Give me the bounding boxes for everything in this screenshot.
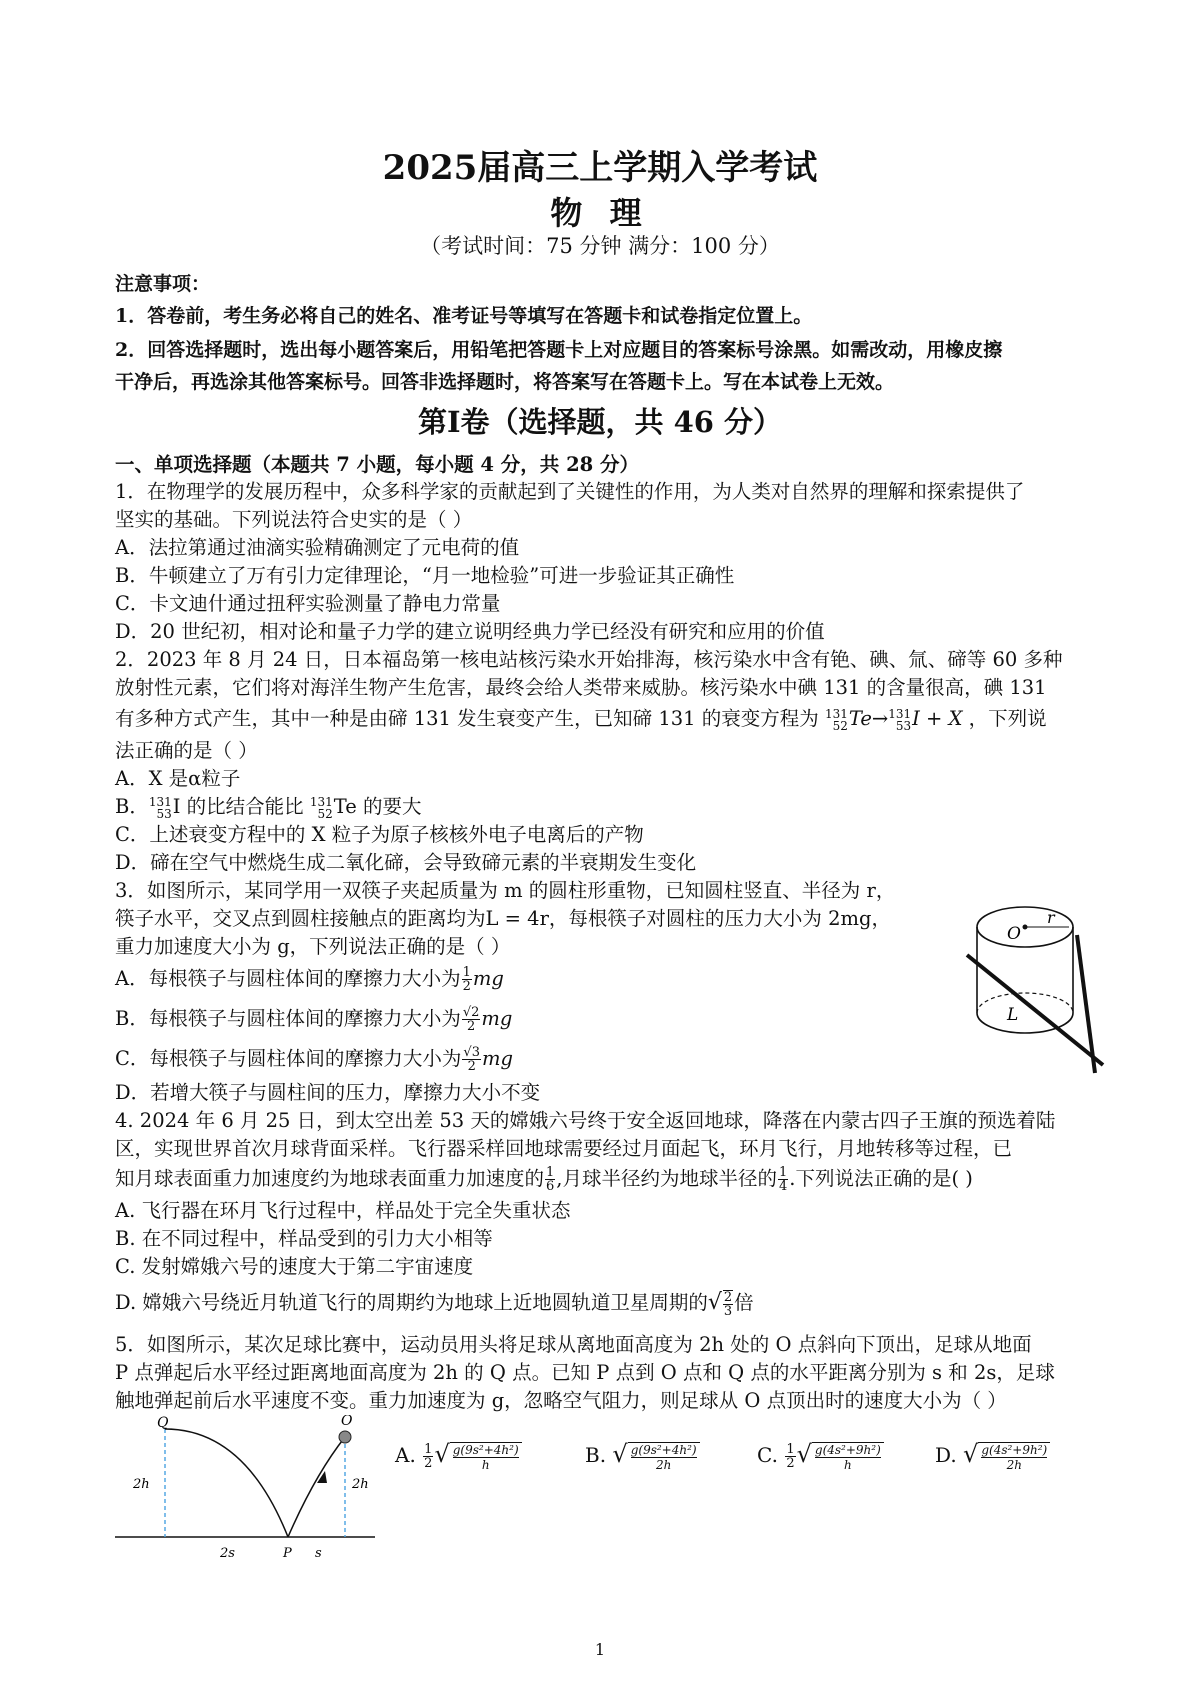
volume-title: 第Ⅰ卷（选择题，共 46 分） — [417, 405, 783, 439]
q4-option-b: B. 在不同过程中，样品受到的引力大小相等 — [115, 1227, 493, 1250]
q4-option-c: C. 发射嫦娥六号的速度大于第二宇宙速度 — [115, 1255, 474, 1278]
q1-stem-b: 坚实的基础。下列说法符合史实的是（ ） — [115, 508, 473, 531]
sqrt-sign: √ — [612, 1440, 628, 1468]
fig-label-o: O — [341, 1415, 353, 1429]
q4-c-text3: .下列说法正确的是( ) — [789, 1167, 973, 1190]
q5-a-label: A. — [395, 1443, 416, 1467]
i-plus-x: I + X — [912, 707, 963, 730]
q2-option-c: C．上述衰变方程中的 X 粒子为原子核核外电子电离后的产物 — [115, 823, 644, 846]
q3-a-mg: mg — [472, 967, 504, 990]
q2-b-mid: I 的比结合能比 — [172, 795, 304, 818]
q2-stem-d: 法正确的是（ ） — [115, 739, 258, 762]
fig-label-2s: 2s — [220, 1546, 235, 1561]
q3-b-num: √2 — [462, 1005, 480, 1020]
b-te-charge: 52 — [317, 806, 333, 821]
q5-b-den: 2h — [655, 1457, 672, 1472]
q3-option-d: D．若增大筷子与圆柱间的压力，摩擦力大小不变 — [115, 1081, 541, 1104]
q4-stem-c — [115, 1164, 1100, 1193]
b-i-mass: 131 — [148, 794, 172, 809]
q5-option-a — [395, 1440, 522, 1472]
fig-label-2h-right: 2h — [352, 1477, 369, 1492]
fig-label-o: O — [1007, 924, 1021, 944]
q4-option-a: A. 飞行器在环月飞行过程中，样品处于完全失重状态 — [115, 1199, 571, 1222]
b-te-mass: 131 — [309, 794, 333, 809]
q3-b-frac — [462, 1006, 481, 1033]
q1-option-b: B．牛顿建立了万有引力定律理论，“月一地检验”可进一步验证其正确性 — [115, 564, 735, 587]
q3-c-text: C．每根筷子与圆柱体间的摩擦力大小为 — [115, 1047, 462, 1070]
q5-c-num: g(4s²+9h²) — [814, 1442, 881, 1457]
b-i-charge: 53 — [156, 806, 172, 821]
q2-option-d: D．碲在空气中燃烧生成二氧化碲，会导致碲元素的半衰期发生变化 — [115, 851, 697, 874]
q4-d-frac — [723, 1290, 733, 1318]
q3-stem-a: 3．如图所示，某同学用一双筷子夹起质量为 m 的圆柱形重物，已知圆柱竖直、半径为 r， — [115, 879, 896, 902]
q1-option-a: A．法拉第通过油滴实验精确测定了元电荷的值 — [115, 536, 520, 559]
q2-stem-c-end: ，下列说 — [968, 707, 1047, 730]
fig-label-p: P — [283, 1546, 292, 1561]
fig-label-s: s — [315, 1546, 322, 1561]
q2-equation — [824, 706, 969, 733]
section-heading: 一、单项选择题（本题共 7 小题，每小题 4 分，共 28 分） — [115, 453, 640, 476]
q2-option-a: A．X 是α粒子 — [115, 767, 241, 790]
arrow: → — [871, 707, 889, 730]
q1-option-c: C．卡文迪什通过扭秤实验测量了静电力常量 — [115, 592, 501, 615]
q5-c-label: C. — [757, 1443, 778, 1467]
q3-a-den: 2 — [462, 979, 471, 994]
subject-title: 物 理 — [550, 194, 650, 232]
q3-a-frac — [462, 966, 472, 993]
q4-stem-a: 4. 2024 年 6 月 25 日，到太空出差 53 天的嫦娥六号终于安全返回地球，降落在内蒙古四子王旗的预选着陆 — [115, 1109, 1056, 1132]
q4-c-text2: ,月球半径约为地球半径的 — [556, 1167, 777, 1190]
q5-b-num: g(9s²+4h²) — [630, 1442, 697, 1457]
q2-stem-c-text: 有多种方式产生，其中一种是由碲 131 发生衰变产生，已知碲 131 的衰变方程为 — [115, 707, 819, 730]
q5-c-coef: $\frac{1}{2}$ — [786, 1442, 795, 1471]
q3-option-b — [115, 1004, 1100, 1033]
q5-stem-b: P 点弹起后水平经过距离地面高度为 2h 的 Q 点。已知 P 点到 O 点和 Q 点的水平距离分别为 s 和 2s，足球 — [115, 1361, 1055, 1384]
i-charge: 53 — [895, 718, 912, 733]
q4-frac1-num: 1 — [546, 1165, 555, 1180]
te-symbol: Te — [848, 707, 872, 730]
notice-item-2b: 干净后，再选涂其他答案标号。回答非选择题时，将答案写在答题卡上。写在本试卷上无效。 — [115, 371, 895, 393]
q2-stem-a: 2．2023 年 8 月 24 日，日本福岛第一核电站核污染水开始排海，核污染水中含有铯、碘、氚、碲等 60 多种 — [115, 648, 1063, 671]
q2-b-label: B． — [115, 795, 149, 818]
q5-d-den: 2h — [1006, 1457, 1022, 1472]
q3-b-text: B．每根筷子与圆柱体间的摩擦力大小为 — [115, 1007, 461, 1030]
q3-b-den: 2 — [466, 1019, 476, 1034]
q3-option-a — [115, 964, 1100, 993]
q5-option-c — [757, 1440, 884, 1472]
fig-label-l: L — [1007, 1005, 1019, 1025]
q4-d-den: 3 — [723, 1303, 733, 1319]
q3-c-frac — [462, 1046, 481, 1073]
q5-a-coef: $\frac{1}{2}$ — [424, 1442, 433, 1471]
q5-option-d — [935, 1440, 1050, 1472]
q3-b-mg: mg — [481, 1007, 513, 1030]
q4-d-end: 倍 — [734, 1291, 754, 1314]
fig-label-r: r — [1047, 908, 1055, 927]
q4-frac-1 — [545, 1166, 555, 1193]
q3-stem-c: 重力加速度大小为 g，下列说法正确的是（ ） — [115, 935, 511, 958]
notice-item-2a: 2．回答选择题时，选出每小题答案后，用铅笔把答题卡上对应题目的答案标号涂黑。如需改动，用橡皮擦 — [115, 339, 1003, 361]
q5-option-b — [585, 1440, 700, 1472]
q2-stem-b: 放射性元素，它们将对海洋生物产生危害，最终会给人类带来威胁。核污染水中碘 131 的含量很高，碘 131 — [115, 676, 1047, 699]
sqrt-sign: √ — [963, 1440, 979, 1468]
fig-label-q: Q — [157, 1415, 169, 1431]
q2-stem-c — [115, 704, 1100, 733]
q5-b-label: B. — [585, 1443, 607, 1467]
q5-stem-c: 触地弹起前后水平速度不变。重力加速度为 g，忽略空气阻力，则足球从 O 点顶出时的速度大小为（ ） — [115, 1389, 1007, 1412]
q2-option-b — [115, 792, 1100, 821]
page-number: 1 — [594, 1640, 606, 1659]
q2-b-end: Te 的要大 — [333, 795, 422, 818]
fig-label-2h-left: 2h — [133, 1477, 150, 1492]
exam-info: （考试时间：75 分钟 满分：100 分） — [420, 234, 780, 258]
q5-a-den: h — [481, 1457, 490, 1472]
q1-option-d: D．20 世纪初，相对论和量子力学的建立说明经典力学已经没有研究和应用的价值 — [115, 620, 825, 643]
q4-frac1-den: 6 — [546, 1179, 555, 1194]
q3-c-den: 2 — [467, 1059, 476, 1074]
q3-a-num: 1 — [462, 965, 471, 980]
q5-a-num: g(9s²+4h²) — [452, 1442, 519, 1457]
i-mass: 131 — [888, 706, 912, 721]
sqrt-sign: √ — [707, 1290, 722, 1315]
notice-heading: 注意事项： — [115, 273, 211, 295]
q3-c-mg: mg — [481, 1047, 513, 1070]
te-mass: 131 — [824, 706, 848, 721]
q3-cylinder-figure — [965, 895, 1110, 1075]
q5-trajectory-figure — [115, 1415, 385, 1565]
q3-a-text: A．每根筷子与圆柱体间的摩擦力大小为 — [115, 967, 461, 990]
q5-d-label: D. — [935, 1443, 957, 1467]
sqrt-sign: √ — [434, 1440, 450, 1468]
q3-c-num: √3 — [463, 1045, 480, 1060]
notice-item-1: 1．答卷前，考生务必将自己的姓名、准考证号等填写在答题卡和试卷指定位置上。 — [115, 305, 813, 327]
q5-d-num: g(4s²+9h²) — [981, 1442, 1048, 1457]
q4-c-text1: 知月球表面重力加速度约为地球表面重力加速度的 — [115, 1167, 545, 1190]
q3-stem-b: 筷子水平，交叉点到圆柱接触点的距离均为L = 4r，每根筷子对圆柱的压力大小为 2mg， — [115, 907, 891, 930]
sqrt-sign: √ — [796, 1440, 812, 1468]
q4-option-d — [115, 1288, 1100, 1318]
q4-frac2-num: 1 — [779, 1165, 788, 1180]
q4-d-text: D. 嫦娥六号绕近月轨道飞行的周期约为地球上近地圆轨道卫星周期的 — [115, 1291, 708, 1314]
q4-frac2-den: 4 — [779, 1179, 788, 1194]
te-charge: 52 — [832, 718, 848, 733]
exam-title: 2025届高三上学期入学考试 — [382, 148, 818, 188]
q4-frac-2 — [778, 1166, 788, 1193]
q3-option-c — [115, 1044, 1100, 1073]
q1-stem-a: 1．在物理学的发展历程中，众多科学家的贡献起到了关键性的作用，为人类对自然界的理解和探索提供了 — [115, 480, 1025, 503]
q4-stem-b: 区，实现世界首次月球背面采样。飞行器采样回地球需要经过月面起飞，环月飞行，月地转移等过程，已 — [115, 1137, 1013, 1160]
q5-c-den: h — [843, 1457, 852, 1472]
q5-stem-a: 5．如图所示，某次足球比赛中，运动员用头将足球从离地面高度为 2h 处的 O 点斜向下顶出，足球从地面 — [115, 1333, 1032, 1356]
q4-d-num: 2 — [723, 1289, 733, 1305]
